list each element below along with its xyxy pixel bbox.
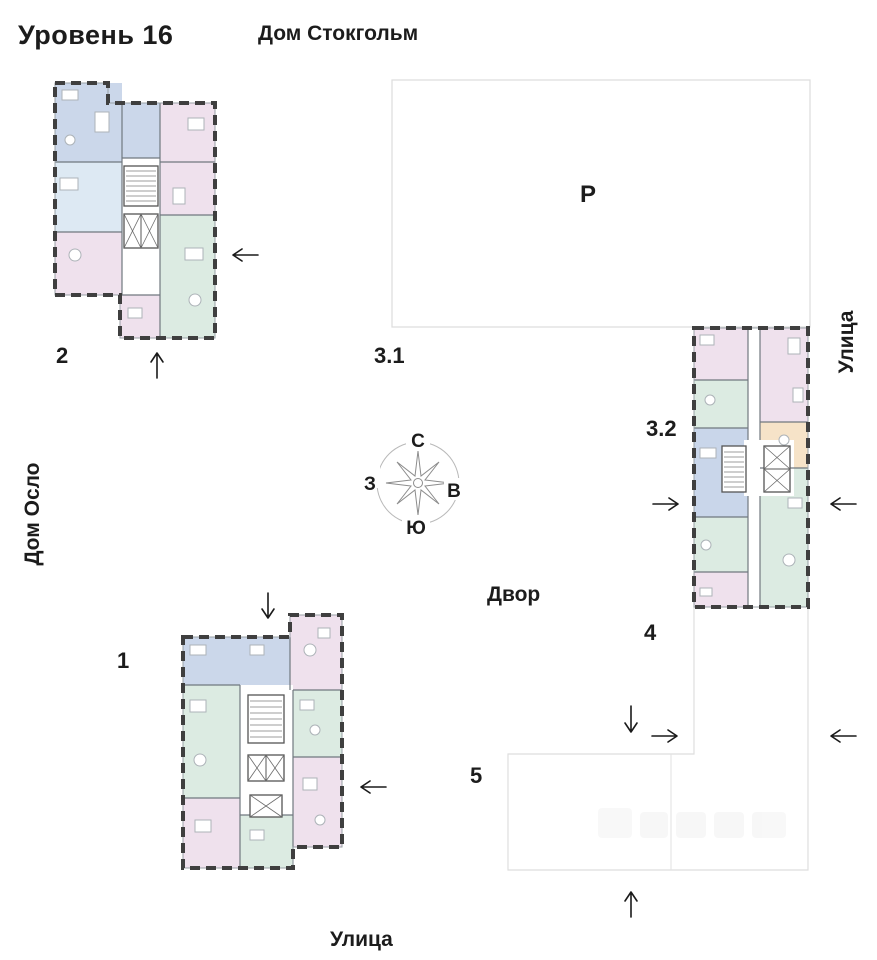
arrow-down-block-4 — [625, 706, 637, 732]
building-1-floorplan[interactable] — [183, 615, 342, 868]
watermark — [598, 790, 788, 842]
arrow-left-building-1 — [361, 781, 386, 793]
parking-mark: Р — [580, 181, 597, 208]
street-bottom-label: Улица — [330, 928, 393, 951]
parking-block-3-1[interactable] — [392, 80, 810, 327]
arrow-left-building-2 — [233, 249, 258, 261]
compass-north-label: С — [411, 431, 425, 452]
building-3-1-number[interactable]: 3.1 — [374, 343, 405, 368]
arrow-right-building-3-2 — [653, 498, 678, 510]
building-3-2-floorplan[interactable] — [694, 328, 808, 607]
building-5-number[interactable]: 5 — [470, 763, 483, 788]
arrow-left-building-3-2 — [831, 498, 856, 510]
house-stockholm-label: Дом Стокгольм — [258, 22, 419, 45]
arrow-left-street — [831, 730, 856, 742]
building-2-number[interactable]: 2 — [56, 343, 69, 368]
compass-east-label: В — [447, 481, 461, 502]
stair-core — [248, 695, 284, 817]
building-4-number[interactable]: 4 — [644, 620, 657, 645]
arrow-up-block-5 — [625, 892, 637, 917]
level-title: Уровень 16 — [18, 20, 174, 50]
building-1-number[interactable]: 1 — [117, 648, 130, 673]
compass-west-label: З — [364, 474, 376, 495]
arrow-up-building-2 — [151, 353, 163, 378]
arrow-right-block-4 — [652, 730, 677, 742]
street-right-label: Улица — [835, 310, 858, 374]
compass-south-label: Ю — [406, 518, 426, 539]
courtyard-label: Двор — [487, 583, 541, 606]
building-3-2-number[interactable]: 3.2 — [646, 416, 677, 441]
compass-rose — [360, 428, 464, 539]
house-oslo-label: Дом Осло — [21, 462, 44, 566]
building-2-floorplan[interactable] — [55, 83, 215, 338]
arrow-down-building-1 — [262, 593, 274, 618]
